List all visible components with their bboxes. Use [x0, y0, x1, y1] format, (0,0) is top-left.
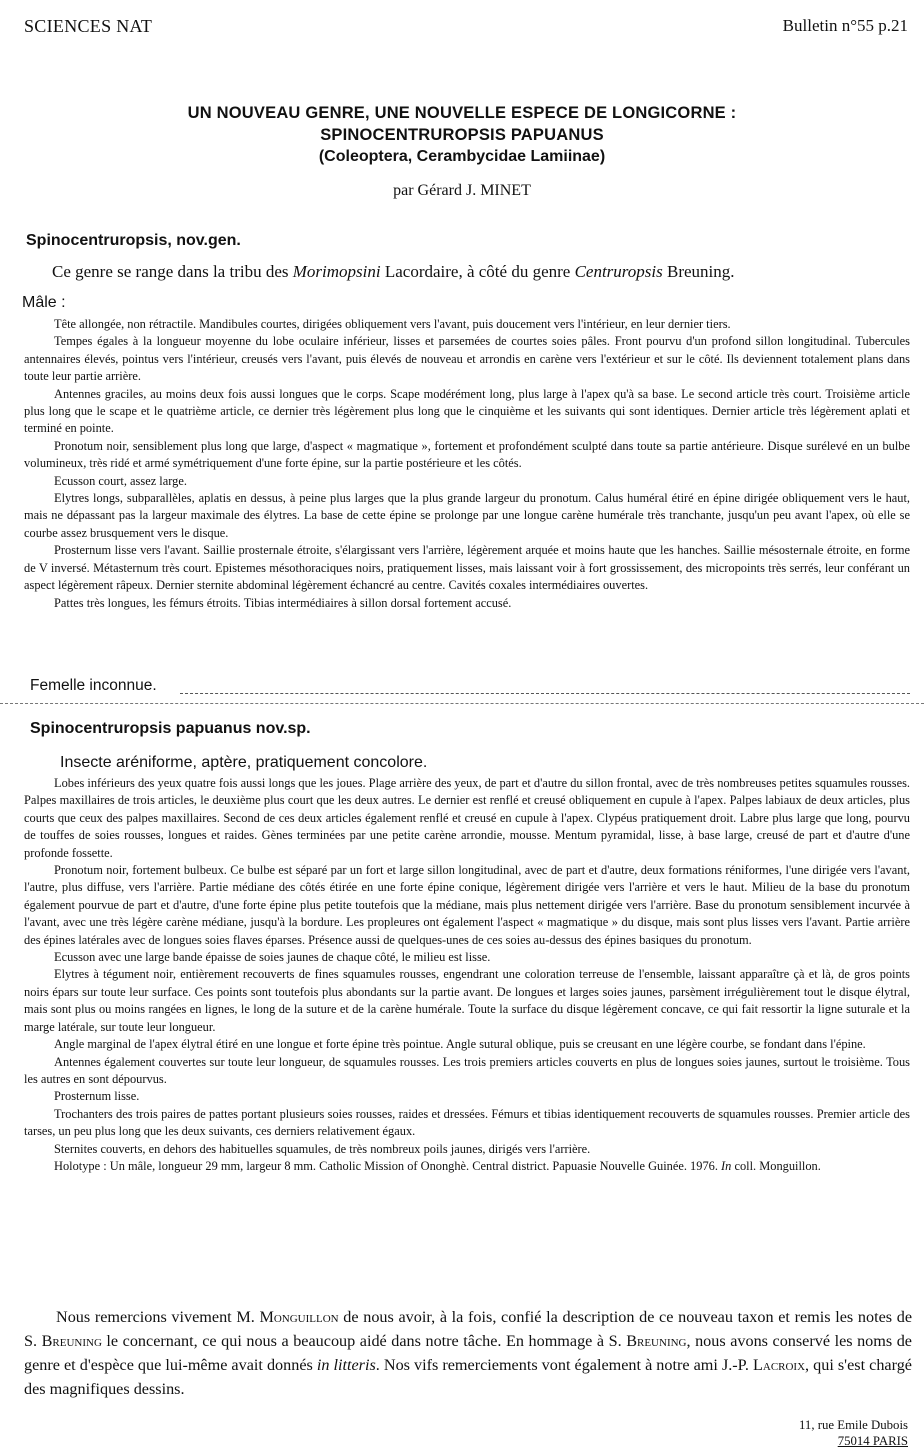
- genus-heading: Spinocentruropsis, nov.gen.: [26, 232, 241, 249]
- species-paragraph: Pronotum noir, fortement bulbeux. Ce bulbe est séparé par un fort et large sillon longitudinal, avec de part et d'autre, deux formations réniformes, l'une dirigée vers l'avant, l'autre, plus diffuse, vers l'arrière. Partie médiane des côtés étirée en une forte épine conique, légèrement dirigée vers l'arrière et vers le haut. Milieu de la base du pronotum également pourvue de part et d'autre, d'une forte épine plus petite toutefois que la médiane, mais plus nettement dirigée vers l'arrière. Base du pronotum sensiblement incurvée à l'avant, avec une très légère carène médiane, jusqu'à la bordure. Les propleures ont également l'aspect « magmatique » du disque, mais sont plus lisses vers l'avant. Partie arrière des épines latérales avec de longues soies flaves éparses. Présence aussi de quelques-unes de ces soies au-dessus des épines basiques du pronotum.: [24, 863, 910, 947]
- male-paragraph: Tête allongée, non rétractile. Mandibules courtes, dirigées obliquement vers l'avant, puis doucement vers l'intérieur, en leur dernier tiers.: [54, 317, 731, 331]
- separator-line: [0, 703, 924, 704]
- genus-intro: Ce genre se range dans la tribu des Morimopsini Lacordaire, à côté du genre Centruropsis Breuning.: [52, 262, 735, 281]
- species-paragraph: Elytres à tégument noir, entièrement recouverts de fines squamules rousses, engendrant une coloration terreuse de l'ensemble, laissant apparaître çà et là, de gros points noirs épars sur toute leur surface. Ces points sont toutefois plus abondants sur la partie avant. De longues et larges soies jaunes, parsèment irrégulièrement tout le disque élytral, mais sont plus ou moins rangées en lignes, le long de la suture et de la carène humérale. Toute la surface du disque légèrement concave, ce qui fait ressortir la ligne suturale et la marge latérale, sur toute leur longueur.: [24, 967, 910, 1034]
- article-title-line-2: SPINOCENTRUROPSIS PAPUANUS: [320, 126, 604, 144]
- species-paragraph: Ecusson avec une large bande épaisse de soies jaunes de chaque côté, le milieu est lisse.: [54, 950, 491, 965]
- journal-name: SCIENCES NAT: [24, 16, 153, 36]
- article-title-line-1: UN NOUVEAU GENRE, UNE NOUVELLE ESPECE DE LONGICORNE :: [187, 104, 737, 122]
- male-paragraph: Pattes très longues, les fémurs étroits. Tibias intermédiaires à sillon dorsal fortement accusé.: [54, 595, 512, 610]
- acknowledgements: Nous remercions vivement M. Monguillon de nous avoir, à la fois, confié la description de ce nouveau taxon et remis les notes de S. Breuning le concernant, ce qui nous a beaucoup aidé dans notre tâche. En hommage à S. Breuning, nous avons conservé les noms de genre et d'espèce que lui-même avait donnés in litteris. Nos vifs remerciements vont également à notre ami J.-P. Lacroix, qui s'est chargé des magnifiques dessins.: [24, 1308, 912, 1398]
- species-description: [24, 775, 910, 1175]
- species-paragraph: Angle marginal de l'apex élytral étiré en une longue et forte épine très pointue. Angle sutural oblique, puis se creusant en une légère courbe, se fondant dans l'épine.: [54, 1037, 866, 1052]
- author-address: [799, 1417, 908, 1449]
- male-paragraph: Tempes égales à la longueur moyenne du lobe oculaire inférieur, lisses et parsemées de courtes soies pâles. Front pourvu d'un profond sillon longitudinal. Tubercules antennaires élevés, pointus vers l'intérieur, creusés vers l'avant, puis élevés de nouveau et arrondis en carène vers l'extérieur et sur le côté. Ils deviennent totalement plans dans toute leur partie arrière.: [24, 334, 910, 384]
- species-paragraph: Trochanters des trois paires de pattes portant plusieurs soies rousses, raides et dressées. Fémurs et tibias identiquement recouverts de squamules rousses. Premier article des tarses, un peu plus long que les deux suivants, ces derniers relativement égaux.: [24, 1106, 910, 1139]
- author-line: par Gérard J. MINET: [393, 182, 531, 199]
- species-paragraph: Sternites couverts, en dehors des habituelles squamules, de très nombreux poils jaunes, dirigés vers l'arrière.: [54, 1141, 591, 1156]
- address-street: 11, rue Emile Dubois: [799, 1418, 908, 1432]
- male-paragraph: Antennes graciles, au moins deux fois aussi longues que le corps. Scape modérément long, plus large à l'apex qu'à sa base. Le second article très court. Troisième article plus long que le scape et le quatrième article, ce dernier très légèrement plus long que le cinquième et les suivants qui sont identiques. Dernier article très légèrement aplati et terminé en pointe.: [24, 386, 910, 436]
- species-heading: Spinocentruropsis papuanus nov.sp.: [30, 720, 311, 737]
- species-paragraph: Lobes inférieurs des yeux quatre fois aussi longs que les joues. Plage arrière des yeux, de part et d'autre du sillon frontal, avec de très nombreuses petites squamules rousses. Palpes maxillaires de trois articles, le deuxième plus court que les deux autres. Le dernier est renflé et creusé obliquement en cupule à l'apex. Palpes labiaux de deux articles, plus courts que ceux des palpes maxillaires. Second de ces deux articles également renflé et creusé en cupule à l'apex. Clypéus pratiquement droit. Labre plus large que long, pourvu de touffes de soies rousses, longues et raides. Gènes terminées par une petite carène arrondie, mousse. Mentum pyramidal, lisse, à base large, creusé de part et d'autre d'une profonde fossette.: [24, 776, 910, 860]
- species-intro: Insecte aréniforme, aptère, pratiquement concolore.: [60, 754, 428, 771]
- address-city: 75014 PARIS: [837, 1434, 908, 1448]
- male-paragraph: Elytres longs, subparallèles, aplatis en dessus, à peine plus larges que la plus grande largeur du pronotum. Calus huméral étiré en épine dirigée obliquement vers le haut, mais ne dépassant pas la largeur maximale des élytres. La base de cette épine se prolonge par une longue carène humérale très tranchante, jusqu'un peu avant l'apex, où elle se courbe assez brusquement vers le disque.: [24, 491, 910, 540]
- male-description: [24, 316, 910, 612]
- title-block: [0, 102, 924, 202]
- male-paragraph: Prosternum lisse vers l'avant. Saillie prosternale étroite, s'élargissant vers l'arrière, légèrement arquée et moins haute que les hanches. Saillie mésosternale étroite, en forme de V inversé. Métasternum très court. Epistemes mésothoraciques noirs, pratiquement lisses, mais laissant voir à fort grossissement, des micropoints très serrés, leur conférant un aspect légèrement râpeux. Dernier sternite abdominal légèrement échancré au centre. Cavités coxales intermédiaires ouvertes.: [24, 543, 910, 593]
- bulletin-number: Bulletin n°55 p.21: [782, 16, 908, 35]
- separator-line: [180, 693, 910, 694]
- male-paragraph: Ecusson court, assez large.: [54, 473, 187, 488]
- species-paragraph: Prosternum lisse.: [54, 1089, 140, 1104]
- holotype-paragraph: Holotype : Un mâle, longueur 29 mm, largeur 8 mm. Catholic Mission of Ononghè. Central district. Papuasie Nouvelle Guinée. 1976. In coll. Monguillon.: [54, 1158, 821, 1173]
- male-paragraph: Pronotum noir, sensiblement plus long que large, d'aspect « magmatique », fortement et profondément sculpté dans toute sa partie antérieure. Disque surélevé en un bulbe volumineux, très ridé et armé symétriquement d'une forte épine, sur la partie postérieure et les côtés.: [24, 438, 910, 471]
- article-subtitle: (Coleoptera, Cerambycidae Lamiinae): [318, 148, 606, 165]
- female-note: Femelle inconnue.: [30, 677, 157, 694]
- species-paragraph: Antennes également couvertes sur toute leur longueur, de squamules rousses. Les trois premiers articles couverts en plus de longues soies jaunes, surtout le troisième. Tous les autres en sont dépourvus.: [24, 1054, 910, 1086]
- male-heading: Mâle :: [22, 294, 66, 311]
